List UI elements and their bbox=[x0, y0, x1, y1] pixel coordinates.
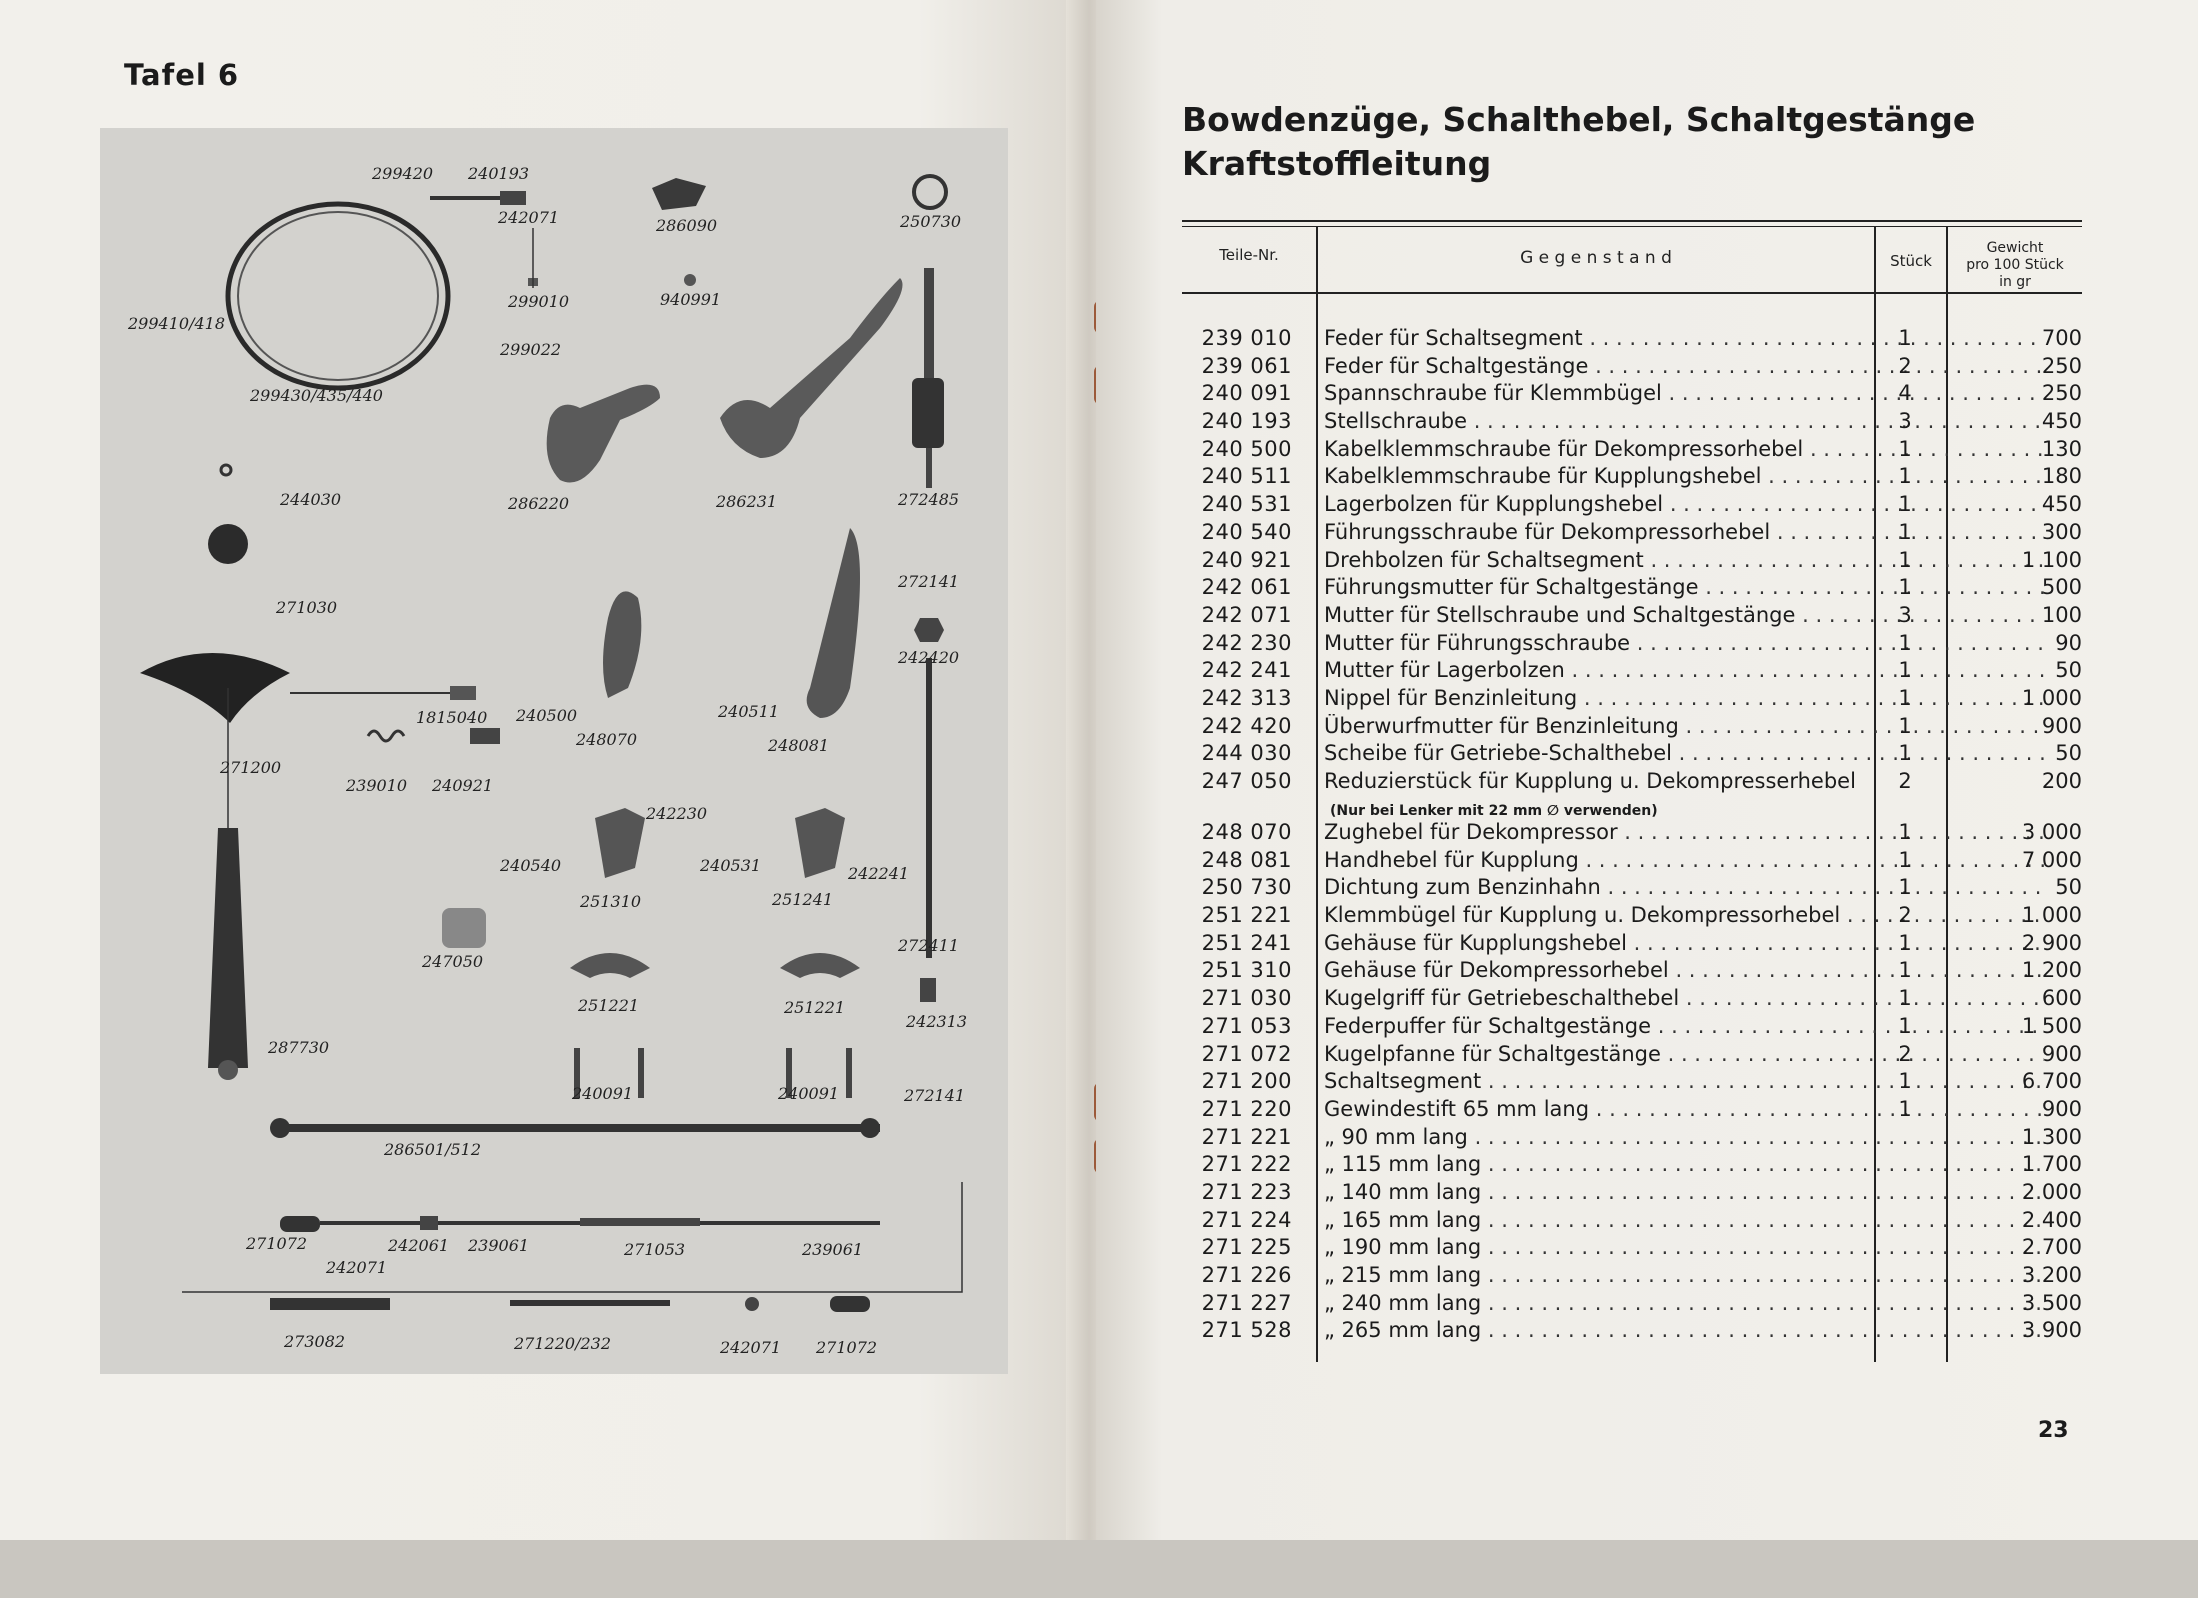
item-description: Dichtung zum Benzinhahn . . . bbox=[1324, 875, 2044, 899]
quantity: 2 bbox=[1898, 903, 1912, 928]
item-description: Gewindestift 65 mm lang . . . bbox=[1324, 1097, 2044, 1121]
fuel-tap-body bbox=[912, 378, 944, 448]
item-description: Kugelgriff für Getriebeschalthebel . . . bbox=[1324, 986, 2044, 1010]
clutch-housing bbox=[795, 808, 845, 878]
part-label: 271053 bbox=[624, 1240, 686, 1259]
screw bbox=[450, 686, 476, 700]
table-row bbox=[1182, 986, 2082, 1014]
table-row bbox=[1182, 1152, 2082, 1180]
part-number: 271 528 bbox=[1201, 1318, 1292, 1343]
quantity: 1 bbox=[1898, 1096, 1912, 1121]
part-label: 240091 bbox=[572, 1084, 634, 1103]
guide-nut bbox=[420, 1216, 438, 1230]
table-row bbox=[1182, 1042, 2082, 1070]
parts-illustration bbox=[100, 128, 1008, 1374]
weight: 600 bbox=[2041, 986, 2082, 1011]
quantity: 1 bbox=[1898, 658, 1912, 683]
fuel-line bbox=[926, 658, 932, 958]
part-label: 242241 bbox=[848, 864, 910, 883]
item-description: Kabelklemmschraube für Dekompressorhebel . . . bbox=[1324, 437, 2044, 461]
weight: 2 700 bbox=[2021, 1235, 2082, 1260]
part-label: 247050 bbox=[422, 952, 484, 971]
part-label: 248081 bbox=[768, 736, 830, 755]
part-number: 242 313 bbox=[1201, 685, 1292, 710]
part-number: 271 030 bbox=[1201, 986, 1292, 1011]
part-number: 271 222 bbox=[1201, 1152, 1292, 1177]
weight: 1 200 bbox=[2021, 958, 2082, 983]
table-row bbox=[1182, 820, 2082, 848]
item-description: Drehbolzen für Schaltsegment . . . bbox=[1324, 548, 2044, 572]
quantity: 1 bbox=[1898, 1069, 1912, 1094]
weight: 50 bbox=[2055, 658, 2082, 683]
table-row bbox=[1182, 875, 2082, 903]
part-number: 250 730 bbox=[1201, 875, 1292, 900]
quantity: 2 bbox=[1898, 769, 1912, 793]
item-description: Mutter für Stellschraube und Schaltgestänge . . . bbox=[1324, 603, 2044, 627]
spring bbox=[368, 731, 404, 741]
screw bbox=[684, 274, 696, 286]
table-row bbox=[1182, 1235, 2082, 1263]
title-line: Kraftstoffleitung bbox=[1182, 144, 1492, 183]
table-row bbox=[1182, 548, 2082, 576]
part-number: 271 221 bbox=[1201, 1124, 1292, 1149]
weight: 3 900 bbox=[2021, 1318, 2082, 1343]
part-number: 239 010 bbox=[1201, 326, 1292, 350]
item-description: Scheibe für Getriebe-Schalthebel . . . bbox=[1324, 741, 2044, 765]
shift-segment bbox=[140, 653, 290, 723]
table-row bbox=[1182, 326, 2082, 354]
table-row bbox=[1182, 1180, 2082, 1208]
part-number: 242 241 bbox=[1201, 658, 1292, 683]
item-description: Nippel für Benzinleitung . . . bbox=[1324, 686, 2044, 710]
ball-socket bbox=[280, 1216, 320, 1232]
item-description: Feder für Schaltgestänge . . . bbox=[1324, 354, 2044, 378]
page-number: 23 bbox=[2038, 1418, 2069, 1443]
part-label: 273082 bbox=[284, 1332, 346, 1351]
quantity: 1 bbox=[1898, 1013, 1912, 1038]
part-label: 239061 bbox=[802, 1240, 864, 1259]
weight: 700 bbox=[2041, 326, 2082, 350]
table-row bbox=[1182, 1125, 2082, 1153]
part-label: 271030 bbox=[276, 598, 338, 617]
item-description: „ 240 mm lang . . . bbox=[1324, 1291, 2044, 1315]
part-number: 242 420 bbox=[1201, 713, 1292, 738]
weight: 500 bbox=[2041, 575, 2082, 600]
weight: 900 bbox=[2041, 1041, 2082, 1066]
clamp-screw bbox=[846, 1048, 852, 1098]
part-label: 272141 bbox=[904, 1086, 966, 1105]
weight: 900 bbox=[2041, 713, 2082, 738]
part-label: 240531 bbox=[700, 856, 762, 875]
table-row bbox=[1182, 354, 2082, 382]
part-number: 240 921 bbox=[1201, 547, 1292, 572]
quantity: 1 bbox=[1898, 519, 1912, 544]
table-row bbox=[1182, 1291, 2082, 1319]
part-label: 251241 bbox=[772, 890, 834, 909]
col-header-qty: Stück bbox=[1890, 252, 1932, 270]
decompressor-housing bbox=[595, 808, 645, 878]
clutch-hand-lever bbox=[807, 528, 860, 718]
scan-background bbox=[0, 1540, 2198, 1598]
ball-knob bbox=[208, 524, 248, 564]
table-row bbox=[1182, 631, 2082, 659]
item-description: Führungsschraube für Dekompressorhebel . . . bbox=[1324, 520, 2044, 544]
part-label: 240540 bbox=[500, 856, 562, 875]
weight: 7 000 bbox=[2021, 847, 2082, 872]
part-label: 272485 bbox=[898, 490, 960, 509]
weight: 2 400 bbox=[2021, 1207, 2082, 1232]
item-description: „ 115 mm lang . . . bbox=[1324, 1152, 2044, 1176]
clamp-bracket bbox=[780, 953, 860, 978]
part-number: 239 061 bbox=[1201, 353, 1292, 378]
weight: 2 900 bbox=[2021, 930, 2082, 955]
table-row bbox=[1182, 575, 2082, 603]
item-description: Gehäuse für Kupplungshebel . . . bbox=[1324, 931, 2044, 955]
item-description: „ 165 mm lang . . . bbox=[1324, 1208, 2044, 1232]
weight: 3 500 bbox=[2021, 1290, 2082, 1315]
fuel-tap-stem bbox=[924, 268, 934, 378]
rod-end bbox=[860, 1118, 880, 1138]
quantity: 1 bbox=[1898, 575, 1912, 600]
washer bbox=[221, 465, 231, 475]
lever-clamp-top bbox=[652, 178, 706, 210]
part-number: 240 531 bbox=[1201, 492, 1292, 517]
weight: 250 bbox=[2041, 353, 2082, 378]
part-label: 251310 bbox=[580, 892, 642, 911]
part-number: 240 500 bbox=[1201, 436, 1292, 461]
weight: 1 000 bbox=[2021, 685, 2082, 710]
plate-heading: Tafel 6 bbox=[124, 58, 240, 92]
part-label: 271072 bbox=[816, 1338, 878, 1357]
fuel-tap-lower bbox=[926, 448, 932, 488]
part-number: 242 230 bbox=[1201, 630, 1292, 655]
weight: 6 700 bbox=[2021, 1069, 2082, 1094]
part-number: 271 053 bbox=[1201, 1013, 1292, 1038]
part-label: 240511 bbox=[718, 702, 780, 721]
table-row bbox=[1182, 1014, 2082, 1042]
col-header-weight: Gewicht pro 100 Stück in gr bbox=[1966, 240, 2064, 290]
table-row bbox=[1182, 931, 2082, 959]
part-label: 240921 bbox=[432, 776, 494, 795]
part-label: 287730 bbox=[268, 1038, 330, 1057]
weight: 200 bbox=[2041, 769, 2082, 793]
part-number: 240 511 bbox=[1201, 464, 1292, 489]
part-number: 271 220 bbox=[1201, 1096, 1292, 1121]
item-description: Feder für Schaltsegment . . . bbox=[1324, 326, 2044, 350]
weight: 1 500 bbox=[2021, 1013, 2082, 1038]
part-label: 1815040 bbox=[416, 708, 488, 727]
part-label: 299430/435/440 bbox=[250, 386, 383, 405]
part-number: 240 091 bbox=[1201, 381, 1292, 406]
quantity: 1 bbox=[1898, 958, 1912, 983]
part-label: 940991 bbox=[660, 290, 722, 309]
page-title bbox=[1182, 98, 1975, 186]
table-row bbox=[1182, 1318, 2082, 1346]
weight: 1 300 bbox=[2021, 1124, 2082, 1149]
part-label: 272141 bbox=[898, 572, 960, 591]
table-row bbox=[1182, 437, 2082, 465]
quantity: 1 bbox=[1898, 630, 1912, 655]
spring-buffer bbox=[580, 1218, 700, 1226]
item-description: „ 215 mm lang . . . bbox=[1324, 1263, 2044, 1287]
part-label: 272411 bbox=[898, 936, 960, 955]
table-row bbox=[1182, 492, 2082, 520]
quantity: 1 bbox=[1898, 713, 1912, 738]
item-description: Stellschraube . . . bbox=[1324, 409, 2044, 433]
weight: 180 bbox=[2041, 464, 2082, 489]
item-description: Reduzierstück für Kupplung u. Dekompresserhebel bbox=[1324, 769, 1856, 793]
clamp-bracket bbox=[570, 953, 650, 978]
table-row bbox=[1182, 381, 2082, 409]
item-description: Klemmbügel für Kupplung u. Dekompressorhebel . . . bbox=[1324, 903, 2044, 927]
quantity: 1 bbox=[1898, 436, 1912, 461]
item-description: Handhebel für Kupplung . . . bbox=[1324, 848, 2044, 872]
part-label: 271200 bbox=[220, 758, 282, 777]
part-label: 271072 bbox=[246, 1234, 308, 1253]
table-row bbox=[1182, 741, 2082, 769]
item-description: Überwurfmutter für Benzinleitung . . . bbox=[1324, 714, 2044, 738]
part-label: 251221 bbox=[578, 996, 640, 1015]
part-number: 240 540 bbox=[1201, 519, 1292, 544]
decompressor-pull-lever bbox=[603, 591, 641, 698]
set-screw bbox=[510, 1300, 670, 1306]
part-label: 242230 bbox=[646, 804, 708, 823]
item-description: Kugelpfanne für Schaltgestänge . . . bbox=[1324, 1042, 2044, 1066]
part-label: 240500 bbox=[516, 706, 578, 725]
lever-eye bbox=[218, 1060, 238, 1080]
weight: 50 bbox=[2055, 875, 2082, 900]
quantity: 3 bbox=[1898, 602, 1912, 627]
seal-ring bbox=[914, 176, 946, 208]
threaded-rod bbox=[270, 1298, 390, 1310]
item-description: Gehäuse für Dekompressorhebel . . . bbox=[1324, 958, 2044, 982]
table-row bbox=[1182, 1097, 2082, 1125]
part-number: 244 030 bbox=[1201, 741, 1292, 766]
quantity: 2 bbox=[1898, 1041, 1912, 1066]
col-header-part-no: Teile-Nr. bbox=[1219, 246, 1279, 264]
part-number: 248 070 bbox=[1201, 820, 1292, 844]
table-row bbox=[1182, 1069, 2082, 1097]
table-row bbox=[1182, 1263, 2082, 1291]
part-number: 251 221 bbox=[1201, 903, 1292, 928]
union-nut bbox=[914, 618, 944, 642]
part-number: 240 193 bbox=[1201, 409, 1292, 434]
part-label: 240193 bbox=[468, 164, 530, 183]
weight: 3 200 bbox=[2021, 1263, 2082, 1287]
table-row bbox=[1182, 464, 2082, 492]
part-number: 271 223 bbox=[1201, 1179, 1292, 1204]
weight: 2 000 bbox=[2021, 1179, 2082, 1204]
quantity: 1 bbox=[1898, 986, 1912, 1011]
item-description: Kabelklemmschraube für Kupplungshebel . . . bbox=[1324, 464, 2044, 488]
part-label: 251221 bbox=[784, 998, 846, 1017]
item-description: „ 90 mm lang . . . bbox=[1324, 1125, 2044, 1149]
quantity: 1 bbox=[1898, 685, 1912, 710]
table-row bbox=[1182, 903, 2082, 931]
quantity: 1 bbox=[1898, 847, 1912, 872]
item-description: Mutter für Lagerbolzen . . . bbox=[1324, 658, 2044, 682]
quantity: 1 bbox=[1898, 547, 1912, 572]
weight: 1 100 bbox=[2021, 547, 2082, 572]
part-label: 239010 bbox=[346, 776, 408, 795]
part-label: 299010 bbox=[508, 292, 570, 311]
item-description: Schaltsegment . . . bbox=[1324, 1069, 2044, 1093]
part-label: 299410/418 bbox=[128, 314, 226, 333]
part-number: 271 072 bbox=[1201, 1041, 1292, 1066]
part-label: 244030 bbox=[280, 490, 342, 509]
part-label: 239061 bbox=[468, 1236, 530, 1255]
part-label: 242313 bbox=[906, 1012, 968, 1031]
part-label: 248070 bbox=[576, 730, 638, 749]
quantity: 2 bbox=[1898, 353, 1912, 378]
part-number: 248 081 bbox=[1201, 847, 1292, 872]
part-number: 242 061 bbox=[1201, 575, 1292, 600]
weight: 100 bbox=[2041, 602, 2082, 627]
part-number: 271 200 bbox=[1201, 1069, 1292, 1094]
weight: 250 bbox=[2041, 381, 2082, 406]
quantity: 1 bbox=[1898, 875, 1912, 900]
weight: 130 bbox=[2041, 436, 2082, 461]
quantity: 1 bbox=[1898, 820, 1912, 844]
item-description: Federpuffer für Schaltgestänge . . . bbox=[1324, 1014, 2044, 1038]
part-number: 247 050 bbox=[1201, 769, 1292, 793]
part-number: 251 241 bbox=[1201, 930, 1292, 955]
part-number: 271 225 bbox=[1201, 1235, 1292, 1260]
shift-lever-arm bbox=[208, 828, 248, 1068]
ball-socket bbox=[830, 1296, 870, 1312]
parts-table-body bbox=[1182, 326, 2082, 1346]
part-label: 242420 bbox=[898, 648, 960, 667]
parts-drawing bbox=[100, 128, 1008, 1374]
table-row bbox=[1182, 686, 2082, 714]
quantity: 1 bbox=[1898, 464, 1912, 489]
weight: 90 bbox=[2055, 630, 2082, 655]
table-row bbox=[1182, 958, 2082, 986]
table-row bbox=[1182, 409, 2082, 437]
weight: 300 bbox=[2041, 519, 2082, 544]
item-description: „ 190 mm lang . . . bbox=[1324, 1235, 2044, 1259]
rod-end bbox=[270, 1118, 290, 1138]
part-label: 242071 bbox=[720, 1338, 782, 1357]
quantity: 1 bbox=[1898, 492, 1912, 517]
part-number: 271 227 bbox=[1201, 1290, 1292, 1315]
quantity: 4 bbox=[1898, 381, 1912, 406]
part-number: 271 224 bbox=[1201, 1207, 1292, 1232]
weight: 1 000 bbox=[2021, 903, 2082, 928]
item-description: Führungsmutter für Schaltgestänge . . . bbox=[1324, 575, 2044, 599]
clutch-lever-assembly bbox=[720, 278, 903, 458]
part-label: 250730 bbox=[900, 212, 962, 231]
item-description: Zughebel für Dekompressor . . . bbox=[1324, 820, 2044, 844]
weight: 50 bbox=[2055, 741, 2082, 766]
part-label: 286231 bbox=[716, 492, 778, 511]
table-row bbox=[1182, 658, 2082, 686]
part-label: 299022 bbox=[500, 340, 562, 359]
item-description: Lagerbolzen für Kupplungshebel . . . bbox=[1324, 492, 2044, 516]
reducer-sleeve bbox=[442, 908, 486, 948]
table-row bbox=[1182, 848, 2082, 876]
weight: 1 700 bbox=[2021, 1152, 2082, 1177]
pivot-bolt bbox=[470, 728, 500, 744]
part-number: 251 310 bbox=[1201, 958, 1292, 983]
part-number: 271 226 bbox=[1201, 1263, 1292, 1287]
item-description: „ 265 mm lang . . . bbox=[1324, 1318, 2044, 1342]
table-row bbox=[1182, 1208, 2082, 1236]
table-row bbox=[1182, 714, 2082, 742]
part-number: 242 071 bbox=[1201, 602, 1292, 627]
cable-coil-inner bbox=[238, 212, 438, 380]
part-label: 242061 bbox=[388, 1236, 450, 1255]
part-label: 286090 bbox=[656, 216, 718, 235]
part-label: 271220/232 bbox=[514, 1334, 612, 1353]
part-label: 242071 bbox=[326, 1258, 388, 1277]
quantity: 1 bbox=[1898, 930, 1912, 955]
part-label: 286220 bbox=[508, 494, 570, 513]
quantity: 1 bbox=[1898, 741, 1912, 766]
weight: 3 000 bbox=[2021, 820, 2082, 844]
title-line: Bowdenzüge, Schalthebel, Schaltgestänge bbox=[1182, 100, 1976, 139]
table-top-rule bbox=[1182, 220, 2082, 222]
cable-coil bbox=[228, 204, 448, 388]
footnote: (Nur bei Lenker mit 22 mm ∅ verwenden) bbox=[1330, 803, 1658, 819]
adjusting-rod bbox=[280, 1124, 880, 1132]
weight: 900 bbox=[2041, 1096, 2082, 1121]
left-page bbox=[0, 0, 1080, 1560]
quantity: 3 bbox=[1898, 409, 1912, 434]
part-label: 242071 bbox=[498, 208, 560, 227]
decompressor-lever-assembly bbox=[547, 385, 660, 483]
table-row bbox=[1182, 603, 2082, 631]
item-description: Spannschraube für Klemmbügel . . . bbox=[1324, 381, 2044, 405]
table-row bbox=[1182, 520, 2082, 548]
adjuster-screw bbox=[500, 191, 526, 205]
part-label: 240091 bbox=[778, 1084, 840, 1103]
quantity: 1 bbox=[1898, 326, 1912, 350]
part-label: 286501/512 bbox=[384, 1140, 482, 1159]
clamp-screw bbox=[638, 1048, 644, 1098]
item-description: Mutter für Führungsschraube . . . bbox=[1324, 631, 2044, 655]
col-header-item: G e g e n s t a n d bbox=[1520, 248, 1672, 268]
weight: 450 bbox=[2041, 492, 2082, 517]
nipple bbox=[920, 978, 936, 1002]
nut bbox=[745, 1297, 759, 1311]
part-label: 299420 bbox=[372, 164, 434, 183]
weight: 450 bbox=[2041, 409, 2082, 434]
item-description: „ 140 mm lang . . . bbox=[1324, 1180, 2044, 1204]
